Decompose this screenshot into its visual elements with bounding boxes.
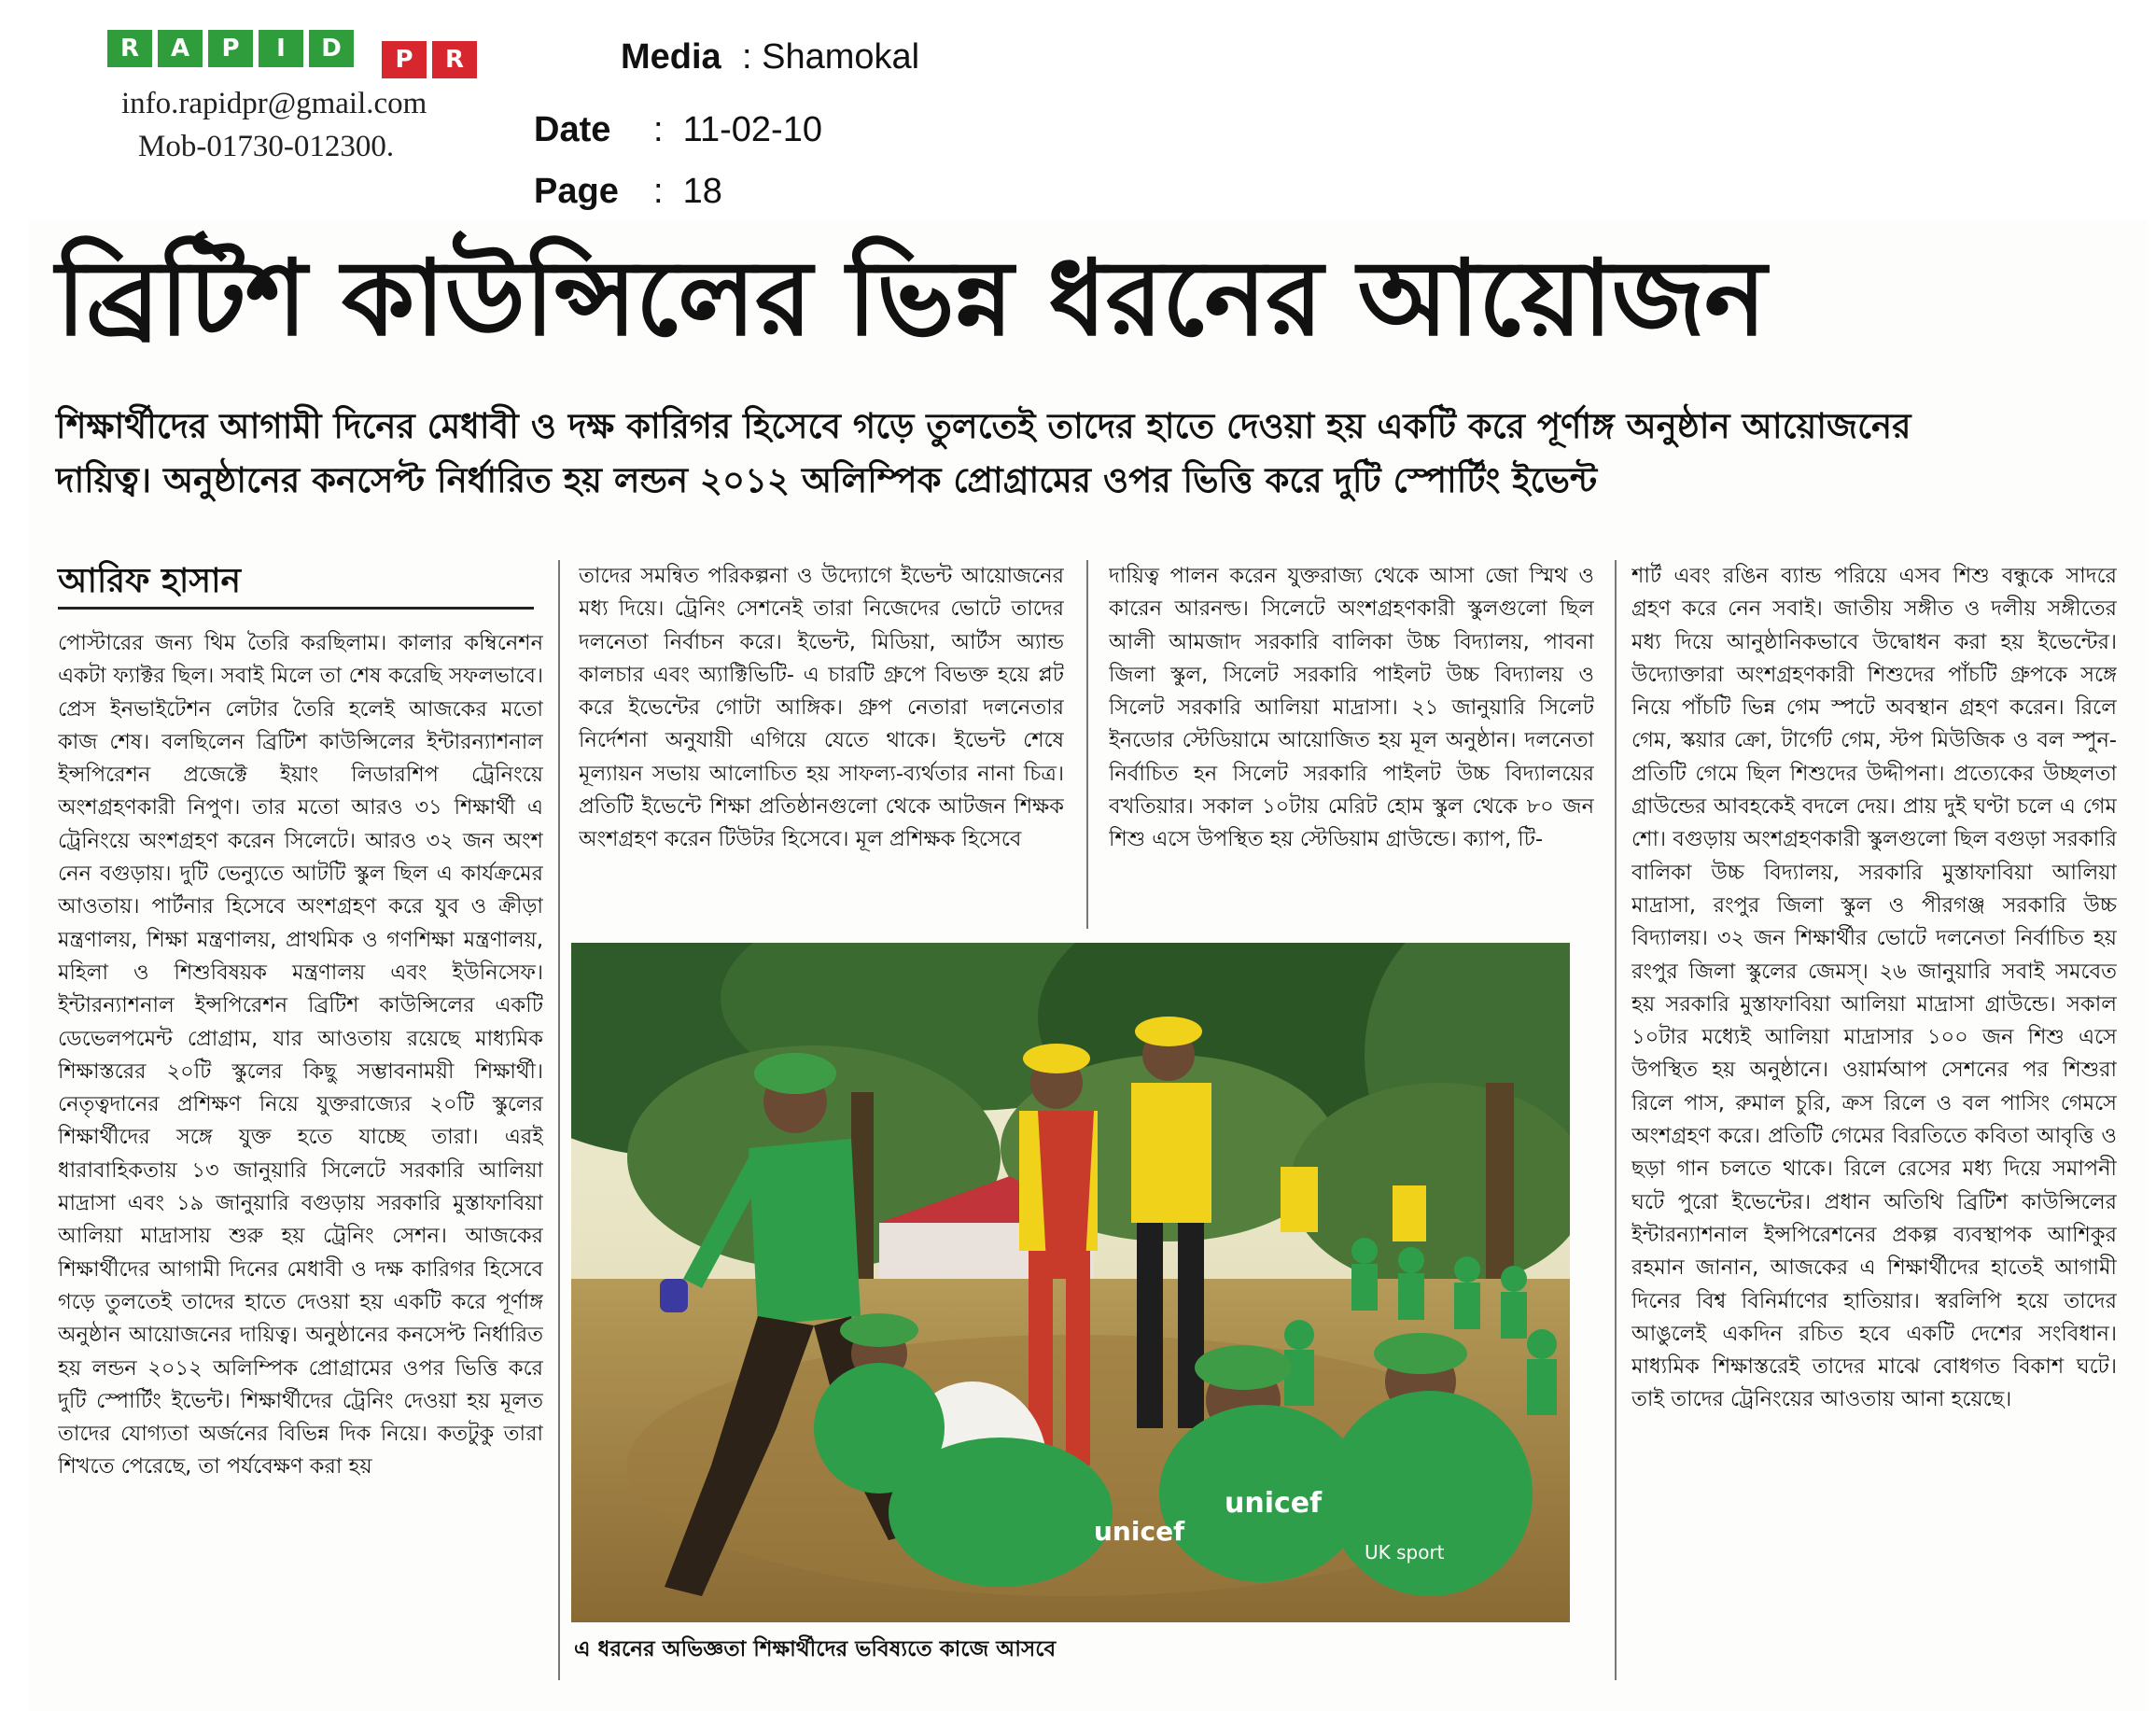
column-divider	[558, 560, 560, 1680]
logo-letter: P	[382, 41, 427, 78]
column-text: তাদের সমন্বিত পরিকল্পনা ও উদ্যোগে ইভেন্ট আয়োজনের মধ্য দিয়ে। ট্রেনিং সেশনেই তারা নিজেদের ভোটে তাদের দলনেতা নির্বাচন করে। ইভেন্ট, মিডিয়া, আর্টস অ্যান্ড কালচার এবং অ্যাক্টিভিটি- এ চারটি গ্রুপে বিভক্ত হয়ে প্লট করে ইভেন্টের গোটা আঙ্গিক। গ্রুপ নেতারা দলনেতার নির্দেশনা অনুযায়ী এগিয়ে যেতে থাকে। ইভেন্ট শেষে মূল্যায়ন সভায় আলোচিত হয় সাফল্য-ব্যর্থতার নানা চিত্র। প্রতিটি ইভেন্টে শিক্ষা প্রতিষ্ঠানগুলো থেকে আটজন শিক্ষক অংশগ্রহণ করেন টিউটর হিসেবে। মূল প্রশিক্ষক হিসেবে	[579, 564, 1064, 852]
shirt-logo: unicef	[1225, 1487, 1323, 1520]
logo-letter: R	[107, 30, 152, 67]
logo-letter: P	[208, 30, 253, 67]
logo-letter: I	[259, 30, 303, 67]
article-column-3	[1109, 560, 1594, 933]
article-column-1	[58, 627, 543, 1673]
rapidpr-logo	[107, 30, 477, 78]
byline: আরিফ হাসান	[58, 562, 241, 600]
article-deck	[56, 400, 2063, 508]
contact-mobile: Mob-01730-012300.	[138, 130, 395, 163]
media-label: Media	[621, 37, 721, 77]
date-value: : 11-02-10	[653, 110, 822, 149]
shirt-logo: UK sport	[1365, 1541, 1445, 1564]
article-column-2	[579, 560, 1064, 933]
page-value: : 18	[653, 172, 722, 211]
page-label: Page	[534, 172, 619, 211]
logo-letter: D	[309, 30, 354, 67]
column-text: দায়িত্ব পালন করেন যুক্তরাজ্য থেকে আসা জো স্মিথ ও কারেন আরনল্ড। সিলেটে অংশগ্রহণকারী স্কুলগুলো ছিল আলী আমজাদ সরকারি বালিকা উচ্চ বিদ্যালয়, পাবনা জিলা স্কুল, সিলেট সরকারি পাইলট উচ্চ বিদ্যালয় ও সিলেট সরকারি আলিয়া মাদ্রাসা। ২১ জানুয়ারি সিলেট ইনডোর স্টেডিয়ামে আয়োজিত হয় মূল অনুষ্ঠান। দলনেতা নির্বাচিত হন সিলেট সরকারি পাইলট উচ্চ বিদ্যালয়ের বখতিয়ার। সকাল ১০টায় মেরিট হোম স্কুল থেকে ৮০ জন শিশু এসে উপস্থিত হয় স্টেডিয়াম গ্রাউন্ডে। ক্যাপ, টি-	[1109, 564, 1594, 852]
article-column-4	[1631, 560, 2117, 1671]
article-photo	[571, 943, 1570, 1622]
deck-line: শিক্ষার্থীদের আগামী দিনের মেধাবী ও দক্ষ কারিগর হিসেবে গড়ে তুলতেই তাদের হাতে দেওয়া হয় একটি করে পূর্ণাঙ্গ অনুষ্ঠান আয়োজনের	[56, 406, 1911, 446]
column-divider	[1086, 560, 1088, 929]
byline-rule	[58, 607, 534, 610]
photo-illustration	[571, 943, 1570, 1622]
date-label: Date	[534, 110, 611, 149]
media-value: : Shamokal	[742, 37, 920, 77]
deck-line: দায়িত্ব। অনুষ্ঠানের কনসেপ্ট নির্ধারিত হয় লন্ডন ২০১২ অলিম্পিক প্রোগ্রামের ওপর ভিত্তি করে দুটি স্পোর্টিং ইভেন্ট	[56, 460, 1598, 500]
logo-letter: R	[432, 41, 477, 78]
photo-caption: এ ধরনের অভিজ্ঞতা শিক্ষার্থীদের ভবিষ্যতে কাজে আসবে	[574, 1637, 1057, 1662]
logo-letter: A	[158, 30, 203, 67]
contact-email: info.rapidpr@gmail.com	[121, 87, 427, 120]
column-text: শার্ট এবং রঙিন ব্যান্ড পরিয়ে এসব শিশু বন্ধুকে সাদরে গ্রহণ করে নেন সবাই। জাতীয় সঙ্গীত ও দলীয় সঙ্গীতের মধ্য দিয়ে আনুষ্ঠানিকভাবে উদ্বোধন করা হয় ইভেন্টের। উদ্যোক্তারা অংশগ্রহণকারী শিশুদের পাঁচটি গ্রুপকে সঙ্গে নিয়ে পাঁচটি ভিন্ন গেম স্পটে অবস্থান গ্রহণ করেন। রিলে গেম, স্কয়ার ক্রো, টার্গেট গেম, স্টপ মিউজিক ও বল স্পুন- প্রতিটি গেমে ছিল শিশুদের উদ্দীপনা। প্রত্যেকের উচ্ছলতা গ্রাউন্ডের আবহকেই বদলে দেয়। প্রায় দুই ঘণ্টা চলে এ গেম শো। বগুড়ায় অংশগ্রহণকারী স্কুলগুলো ছিল বগুড়া সরকারি বালিকা উচ্চ বিদ্যালয়, সরকারি মুস্তাফাবিয়া আলিয়া মাদ্রাসা, রংপুর জিলা স্কুল ও পীরগঞ্জ সরকারি উচ্চ বিদ্যালয়। ৩২ জন শিক্ষার্থীর ভোটে দলনেতা নির্বাচিত হয় রংপুর জিলা স্কুলের জেমস্। ২৬ জানুয়ারি সবাই সমবেত হয় সরকারি মুস্তাফাবিয়া আলিয়া মাদ্রাসা গ্রাউন্ডে। সকাল ১০টার মধ্যেই আলিয়া মাদ্রাসার ১০০ জন শিশু এসে উপস্থিত হয় অনুষ্ঠানে। ওয়ার্মআপ সেশনের পর শিশুরা রিলে পাস, রুমাল চুরি, ক্রস রিলে ও বল পাসিং গেমসে অংশগ্রহণ করে। প্রতিটি গেমের বিরতিতে কবিতা আবৃত্তি ও ছড়া গান চলতে থাকে। রিলে রেসের মধ্য দিয়ে সমাপনী ঘটে পুরো ইভেন্টের। প্রধান অতিথি ব্রিটিশ কাউন্সিলের ইন্টারন্যাশনাল ইন্সপিরেশনের প্রকল্প ব্যবস্থাপক আশিকুর রহমান জানান, আজকের এ শিক্ষার্থীদের হাতেই আগামী দিনের বিশ্ব বিনির্মাণের হাতিয়ার। স্বরলিপি হয়ে তাদের আঙুলেই একদিন রচিত হবে একটি দেশের সংবিধান। মাধ্যমিক শিক্ষাস্তরেই তাদের মাঝে বোধগত বিকাশ ঘটে। তাই তাদের ট্রেনিংয়ের আওতায় আনা হয়েছে।	[1631, 564, 2117, 1412]
article-headline: ব্রিটিশ কাউন্সিলের ভিন্ন ধরনের আয়োজন	[56, 238, 1766, 359]
column-text: পোস্টারের জন্য থিম তৈরি করছিলাম। কালার কম্বিনেশন একটা ফ্যাক্টর ছিল। সবাই মিলে তা শেষ করেছি সফলভাবে। প্রেস ইনভাইটেশন লেটার তৈরি হলেই আজকের মতো কাজ শেষ। বলছিলেন ব্রিটিশ কাউন্সিলের ইন্টারন্যাশনাল ইন্সপিরেশন প্রজেক্টে ইয়াং লিডারশিপ ট্রেনিংয়ে অংশগ্রহণকারী নিপুণ। তার মতো আরও ৩১ শিক্ষার্থী এ ট্রেনিংয়ে অংশগ্রহণ করেন সিলেটে। আরও ৩২ জন অংশ নেন বগুড়ায়। দুটি ভেন্যুতে আটটি স্কুল ছিল এ কার্যক্রমের আওতায়। পার্টনার হিসেবে অংশগ্রহণ করে যুব ও ক্রীড়া মন্ত্রণালয়, শিক্ষা মন্ত্রণালয়, প্রাথমিক ও গণশিক্ষা মন্ত্রণালয়, মহিলা ও শিশুবিষয়ক মন্ত্রণালয় এবং ইউনিসেফ। ইন্টারন্যাশনাল ইন্সপিরেশন ব্রিটিশ কাউন্সিলের একটি ডেভেলপমেন্ট প্রোগ্রাম, যার আওতায় রয়েছে মাধ্যমিক শিক্ষাস্তরের ২০টি স্কুলের কিছু সম্ভাবনাময়ী শিক্ষার্থী। নেতৃত্বদানের প্রশিক্ষণ নিয়ে যুক্তরাজ্যের ২০টি স্কুলের শিক্ষার্থীদের সঙ্গে যুক্ত হতে যাচ্ছে তারা। এরই ধারাবাহিকতায় ১৩ জানুয়ারি সিলেটে সরকারি আলিয়া মাদ্রাসা এবং ১৯ জানুয়ারি বগুড়ায় সরকারি মুস্তাফাবিয়া আলিয়া মাদ্রাসায় শুরু হয় ট্রেনিং সেশন। আজকের শিক্ষার্থীদের আগামী দিনের মেধাবী ও দক্ষ কারিগর হিসেবে গড়ে তুলতেই তাদের হাতে দেওয়া হয় একটি করে পূর্ণাঙ্গ অনুষ্ঠান আয়োজনের দায়িত্ব। অনুষ্ঠানের কনসেপ্ট নির্ধারিত হয় লন্ডন ২০১২ অলিম্পিক প্রোগ্রামের ওপর ভিত্তি করে দুটি স্পোর্টিং ইভেন্ট। শিক্ষার্থীদের ট্রেনিং দেওয়া হয় মূলত তাদের যোগ্যতা অর্জনের বিভিন্ন দিক নিয়ে। কতটুকু তারা শিখতে পেরেছে, তা পর্যবেক্ষণ করা হয়	[58, 631, 543, 1480]
shirt-logo: unicef	[1094, 1516, 1185, 1547]
column-divider	[1615, 560, 1617, 1680]
